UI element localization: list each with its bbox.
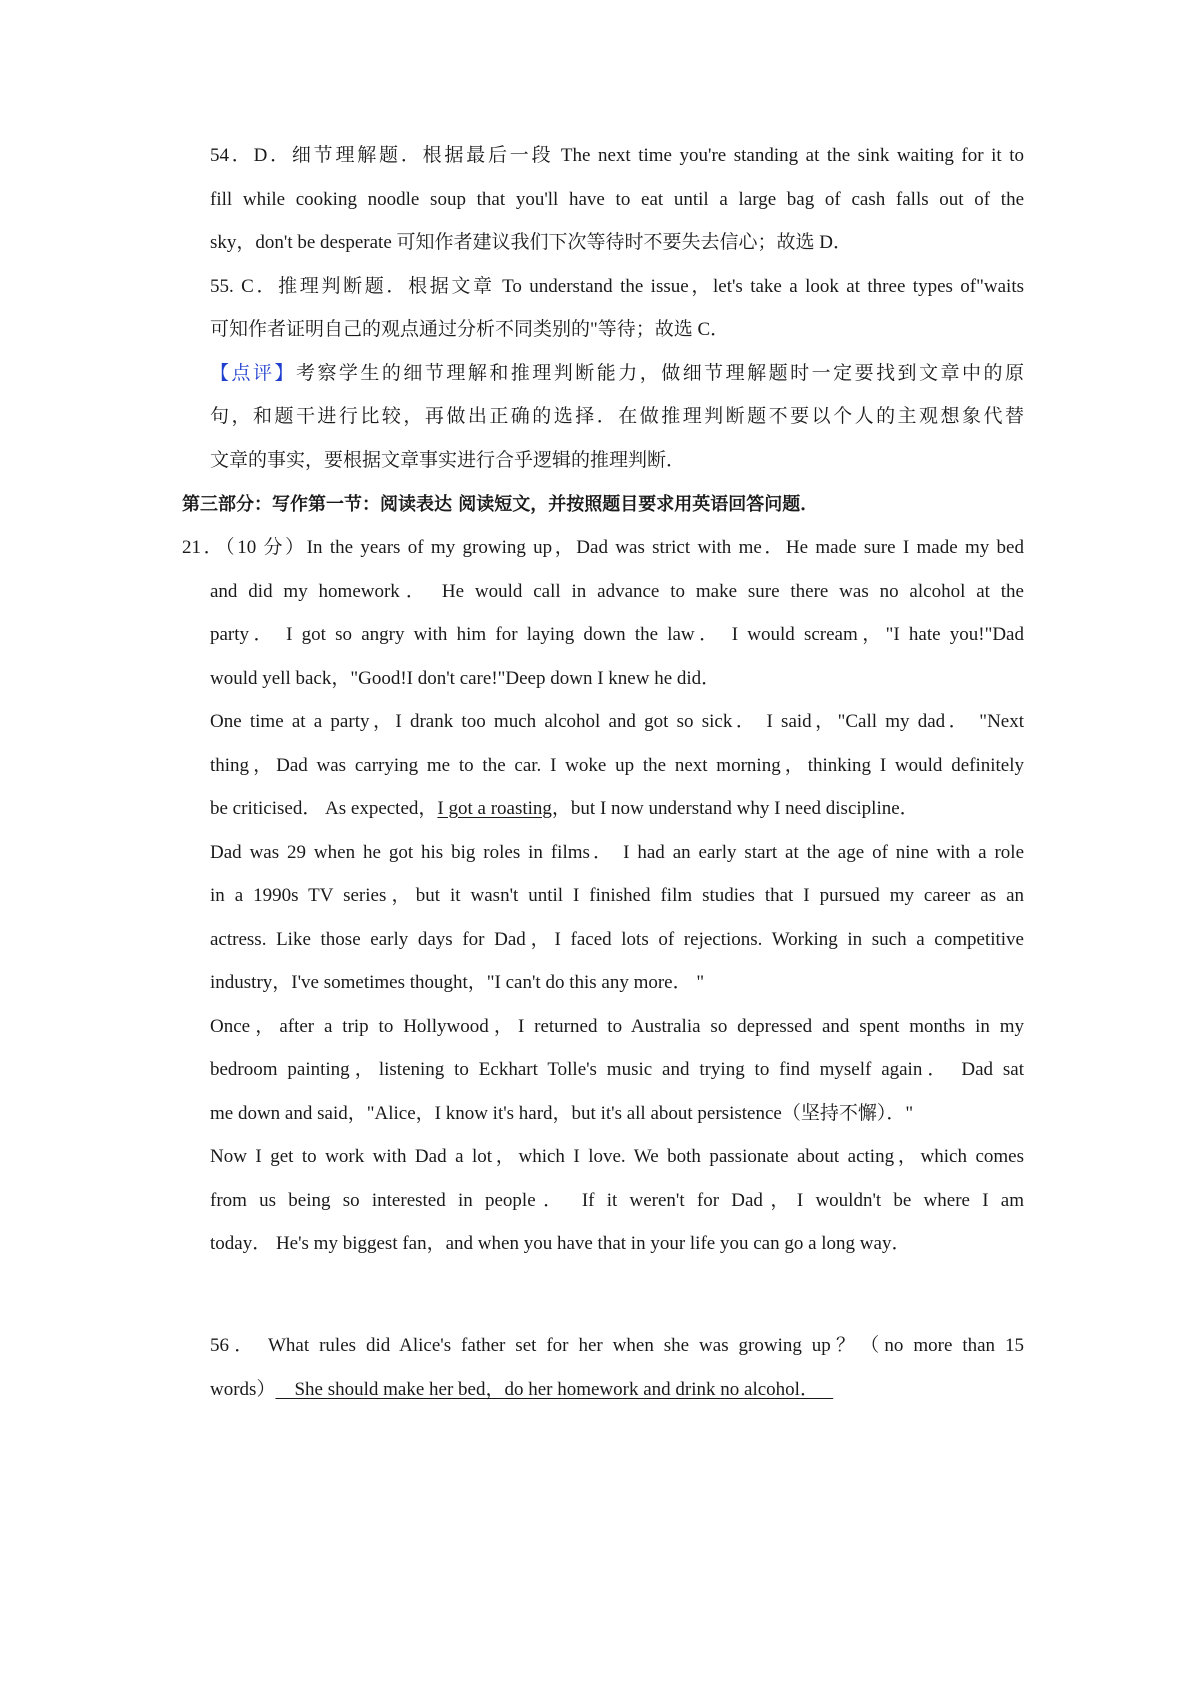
- passage-p4-line-1: Once，after a trip to Hollywood，I returned to Australia so depressed and spent months in my: [210, 1016, 1024, 1037]
- passage-p2-line-3-pre: be criticised． As expected，: [210, 798, 438, 819]
- passage-p1-line-1: 21．（10 分）In the years of my growing up，Dad was strict with me．He made sure I made my bed: [182, 537, 1024, 558]
- passage-p2-line-2: thing，Dad was carrying me to the car. I woke up the next morning，thinking I would definitely: [210, 755, 1024, 776]
- passage-p1-line-3: party． I got so angry with him for laying down the law． I would scream，"I hate you!"Dad: [210, 624, 1024, 645]
- comment-line-2: 句，和题干进行比较，再做出正确的选择．在做推理判断题不要以个人的主观想象代替: [210, 406, 1024, 427]
- passage-p3-line-3: actress. Like those early days for Dad，I faced lots of rejections. Working in such a competitive: [210, 929, 1024, 950]
- q54-line-3: sky，don't be desperate 可知作者建议我们下次等待时不要失去信心；故选 D．: [210, 232, 852, 253]
- passage-p3-line-2: in a 1990s TV series，but it wasn't until I finished film studies that I pursued my career as an: [210, 885, 1024, 906]
- q56-line-2: [210, 1377, 1024, 1403]
- passage-p4-line-2: bedroom painting，listening to Eckhart Tolle's music and trying to find myself again． Dad sat: [210, 1059, 1024, 1080]
- comment-tag: 【点评】: [210, 363, 296, 384]
- q55-line-2: 可知作者证明自己的观点通过分析不同类别的"等待；故选 C．: [210, 319, 730, 340]
- q55-line-1: 55. C．推理判断题．根据文章 To understand the issue，let's take a look at three types of"waits: [210, 276, 1024, 297]
- passage-p4-line-3: me down and said，"Alice，I know it's hard，but it's all about persistence（坚持不懈）．": [210, 1103, 914, 1124]
- comment-text-1: 考察学生的细节理解和推理判断能力，做细节理解题时一定要找到文章中的原: [295, 363, 1024, 384]
- comment-line-3: 文章的事实，要根据文章事实进行合乎逻辑的推理判断．: [210, 450, 686, 471]
- passage-p2-line-1: One time at a party，I drank too much alcohol and got so sick． I said，"Call my dad． "Next: [210, 711, 1024, 732]
- q56-words-label: words）: [210, 1379, 276, 1400]
- q54-line-2: fill while cooking noodle soup that you'll have to eat until a large bag of cash falls out of the: [210, 189, 1024, 210]
- passage-p1-line-2: and did my homework． He would call in advance to make sure there was no alcohol at the: [210, 581, 1024, 602]
- passage-p3-line-1: Dad was 29 when he got his big roles in films． I had an early start at the age of nine with a role: [210, 842, 1024, 863]
- passage-p3-line-4: industry，I've sometimes thought，"I can't do this any more． ": [210, 972, 705, 993]
- passage-p5-line-1: Now I get to work with Dad a lot，which I love. We both passionate about acting，which comes: [210, 1146, 1024, 1167]
- passage-p2-line-3-post: ，but I now understand why I need discipline．: [551, 798, 919, 819]
- passage-p5-line-3: today． He's my biggest fan，and when you have that in your life you can go a long way．: [210, 1233, 911, 1254]
- underlined-phrase: I got a roasting: [437, 798, 552, 819]
- q54-line-1: 54．D．细节理解题．根据最后一段 The next time you're standing at the sink waiting for it to: [210, 145, 1024, 166]
- passage-p2-line-3: [210, 796, 1024, 822]
- section-heading: 第三部分：写作第一节：阅读表达 阅读短文，并按照题目要求用英语回答问题．: [182, 494, 819, 515]
- q56-line-1: 56． What rules did Alice's father set for her when she was growing up？（no more than 15: [210, 1335, 1024, 1356]
- passage-p1-line-4: would yell back，"Good!I don't care!"Deep down I knew he did．: [210, 668, 721, 689]
- passage-p5-line-2: from us being so interested in people． If it weren't for Dad，I wouldn't be where I am: [210, 1190, 1024, 1211]
- q56-answer: She should make her bed，do her homework and drink no alcohol．: [275, 1379, 834, 1400]
- comment-line-1: [210, 361, 1024, 387]
